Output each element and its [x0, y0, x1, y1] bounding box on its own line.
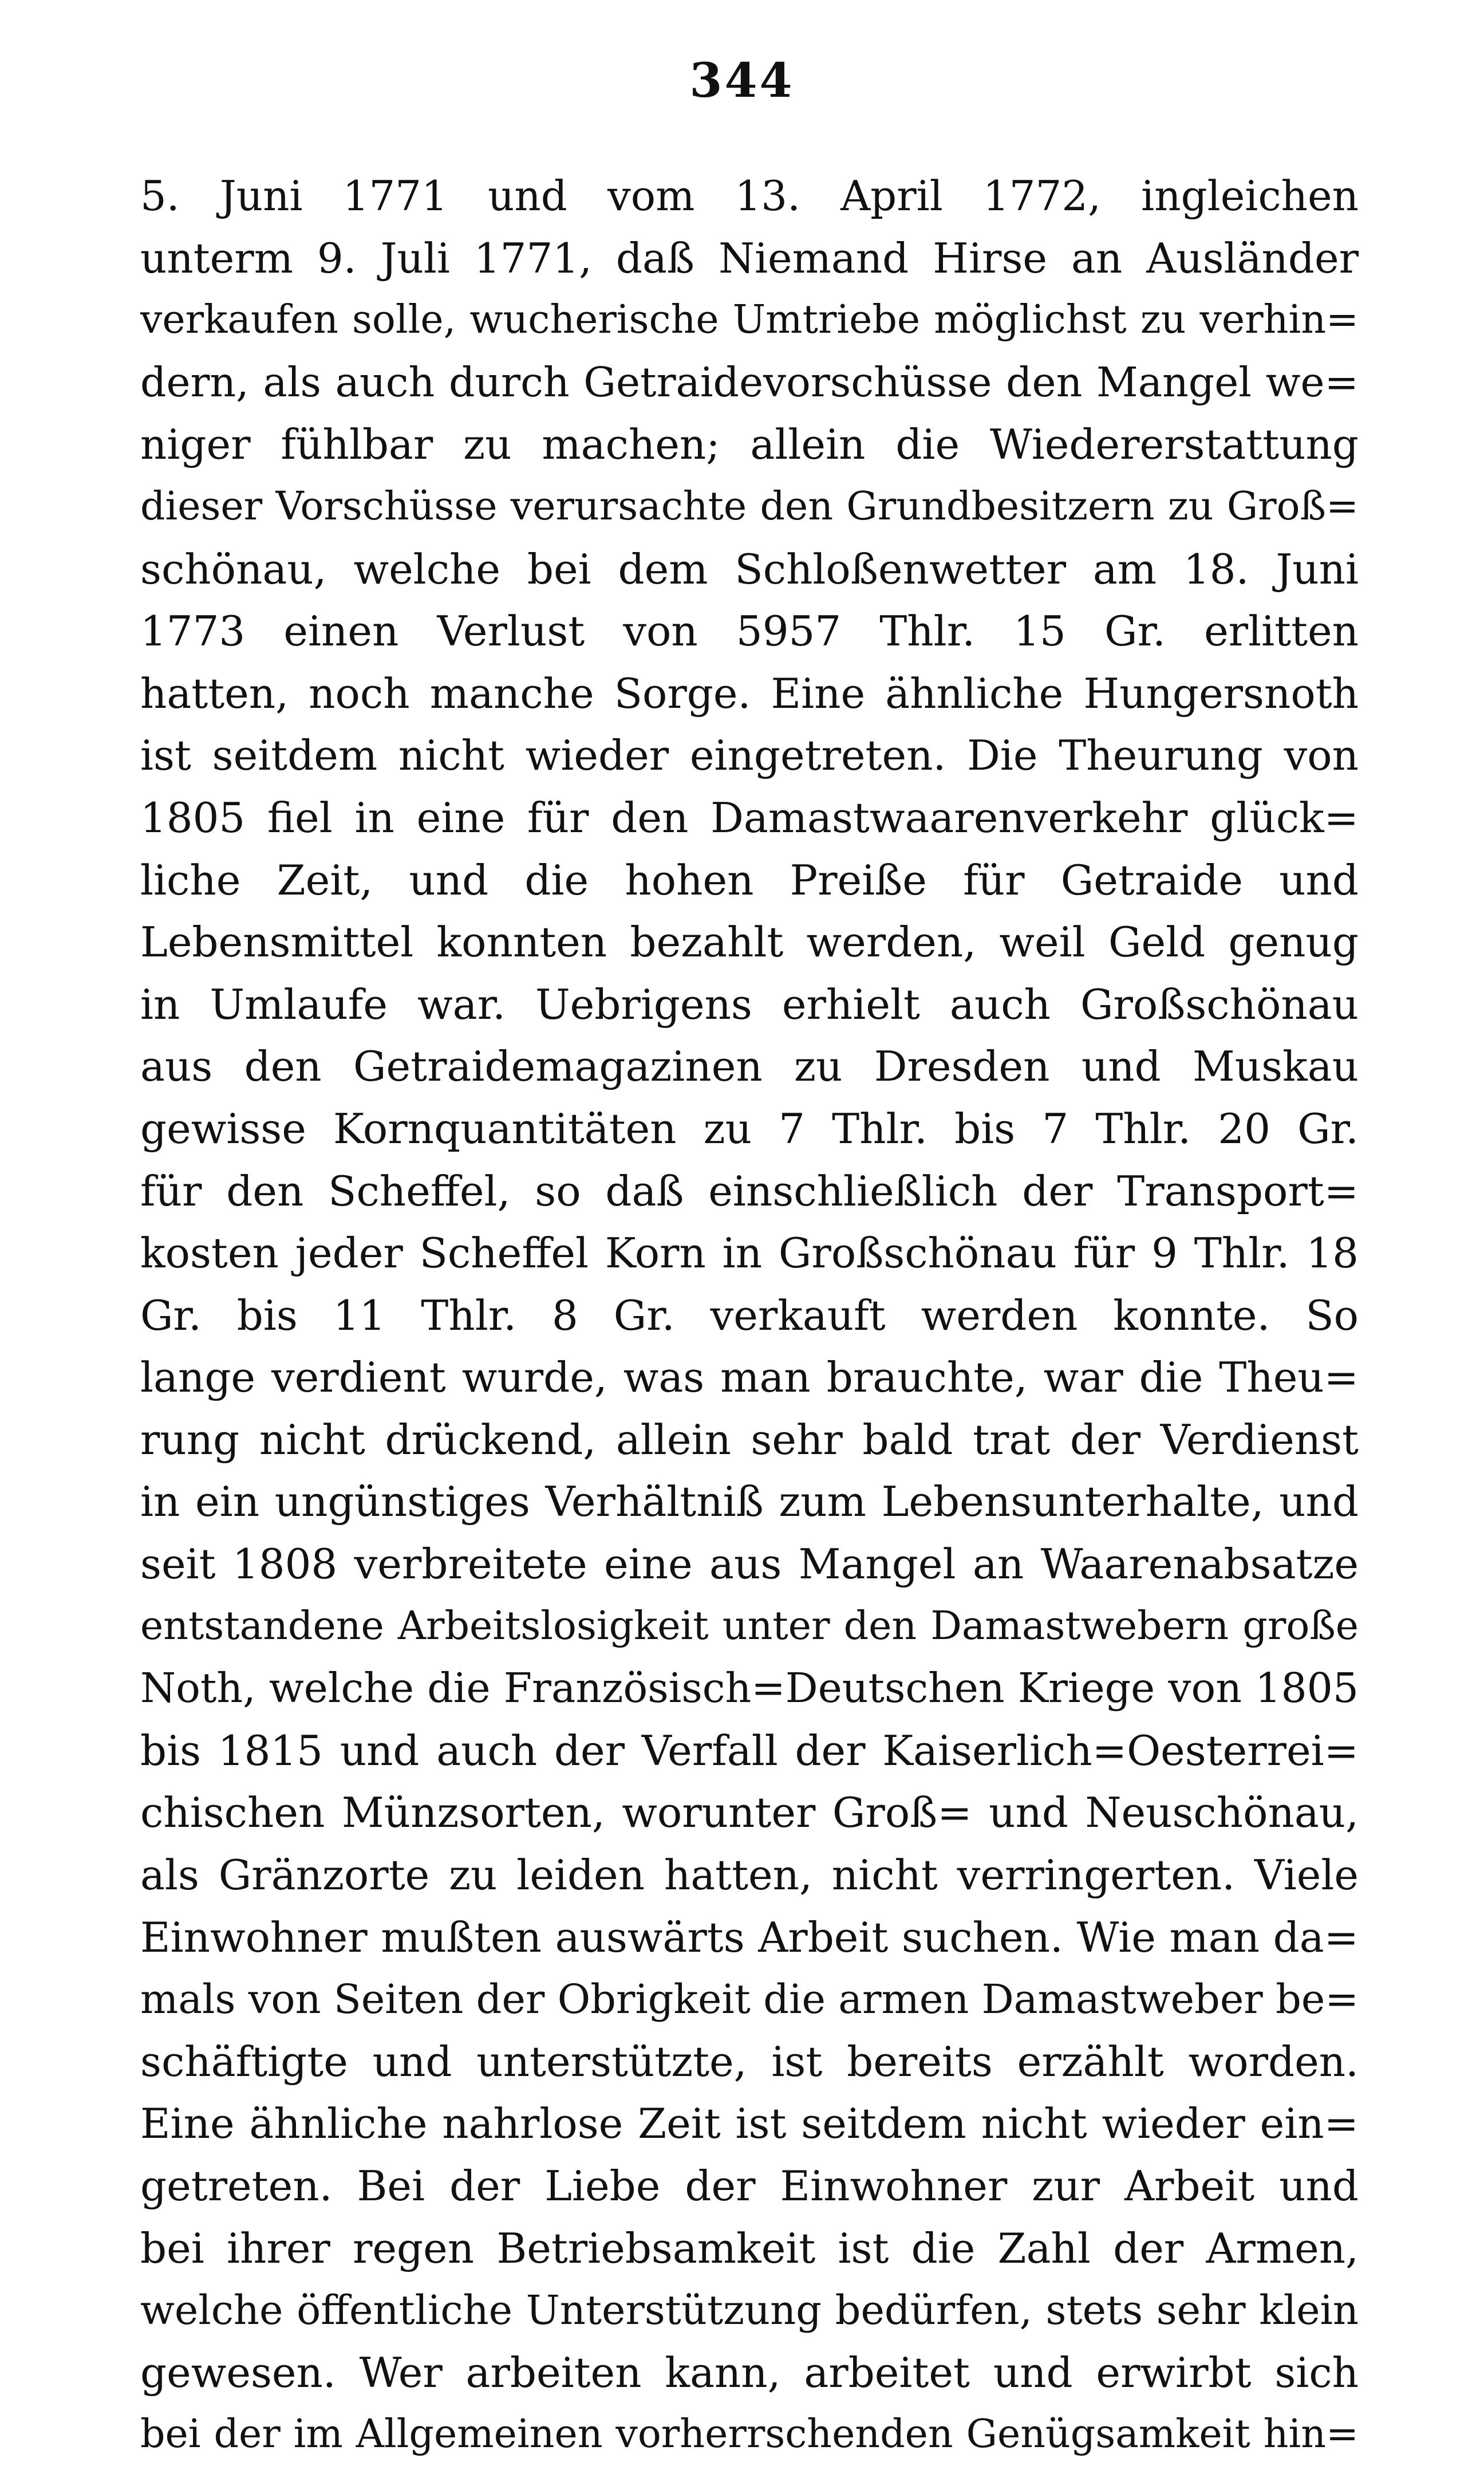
text-line: entstandene Arbeitslosigkeit unter den Damastwebern große — [140, 1603, 1359, 1649]
text-line: aus den Getraidemagazinen zu Dresden und Muskau — [140, 1042, 1359, 1091]
text-line: seit 1808 verbreitete eine aus Mangel an Waarenabsatze — [140, 1540, 1359, 1589]
text-line: Noth, welche die Französisch=Deutschen Kriege von 1805 — [140, 1664, 1359, 1712]
text-line: gewisse Kornquantitäten zu 7 Thlr. bis 7 Thlr. 20 Gr. — [140, 1104, 1359, 1153]
text-line: in ein ungünstiges Verhältniß zum Lebensunterhalte, und — [140, 1478, 1359, 1526]
text-line: dieser Vorschüsse verursachte den Grundbesitzern zu Groß= — [140, 483, 1359, 529]
text-line: getreten. Bei der Liebe der Einwohner zur Arbeit und — [140, 2162, 1359, 2210]
text-line: 5. Juni 1771 und vom 13. April 1772, ingleichen — [140, 172, 1359, 220]
text-line: in Umlaufe war. Uebrigens erhielt auch Großschönau — [140, 980, 1359, 1029]
text-line: verkaufen solle, wucherische Umtriebe möglichst zu verhin= — [140, 297, 1359, 343]
text-line: Eine ähnliche nahrlose Zeit ist seitdem nicht wieder ein= — [140, 2099, 1359, 2148]
text-line: schönau, welche bei dem Schloßenwetter am 18. Juni — [140, 545, 1359, 593]
text-line: liche Zeit, und die hohen Preiße für Getraide und — [140, 856, 1359, 904]
text-line: welche öffentliche Unterstützung bedürfen, stets sehr klein — [140, 2287, 1359, 2334]
text-line: dern, als auch durch Getraidevorschüsse den Mangel we= — [140, 358, 1359, 406]
text-line: hatten, noch manche Sorge. Eine ähnliche Hungersnoth — [140, 669, 1359, 718]
text-line: 1773 einen Verlust von 5957 Thlr. 15 Gr. erlitten — [140, 607, 1359, 656]
text-line: unterm 9. Juli 1771, daß Niemand Hirse an Ausländer — [140, 234, 1359, 282]
text-line: niger fühlbar zu machen; allein die Wiedererstattung — [140, 420, 1359, 469]
text-line: chischen Münzsorten, worunter Groß= und Neuschönau, — [140, 1789, 1359, 1837]
text-line: schäftigte und unterstützte, ist bereits erzählt worden. — [140, 2037, 1359, 2086]
text-line: rung nicht drückend, allein sehr bald trat der Verdienst — [140, 1415, 1359, 1464]
body-text — [140, 165, 1359, 2466]
text-line: Einwohner mußten auswärts Arbeit suchen. Wie man da= — [140, 1913, 1359, 1961]
text-line: bis 1815 und auch der Verfall der Kaiserlich=Oesterrei= — [140, 1726, 1359, 1775]
text-line: kosten jeder Scheffel Korn in Großschönau für 9 Thlr. 18 — [140, 1229, 1359, 1278]
text-line: mals von Seiten der Obrigkeit die armen Damastweber be= — [140, 1976, 1359, 2023]
text-line: gewesen. Wer arbeiten kann, arbeitet und erwirbt sich — [140, 2348, 1359, 2397]
text-line: für den Scheffel, so daß einschließlich der Transport= — [140, 1167, 1359, 1215]
text-line: ist seitdem nicht wieder eingetreten. Die Theurung von — [140, 731, 1359, 780]
text-line: Lebensmittel konnten bezahlt werden, weil Geld genug — [140, 918, 1359, 967]
text-line: bei der im Allgemeinen vorherrschenden Genügsamkeit hin= — [140, 2412, 1359, 2457]
text-line: Gr. bis 11 Thlr. 8 Gr. verkauft werden konnte. So — [140, 1291, 1359, 1340]
text-line: lange verdient wurde, was man brauchte, war die Theu= — [140, 1353, 1359, 1402]
text-line: als Gränzorte zu leiden hatten, nicht verringerten. Viele — [140, 1851, 1359, 1900]
page-number: 344 — [689, 53, 795, 108]
text-line: 1805 fiel in eine für den Damastwaarenverkehr glück= — [140, 793, 1359, 842]
text-line: bei ihrer regen Betriebsamkeit ist die Zahl der Armen, — [140, 2224, 1359, 2272]
